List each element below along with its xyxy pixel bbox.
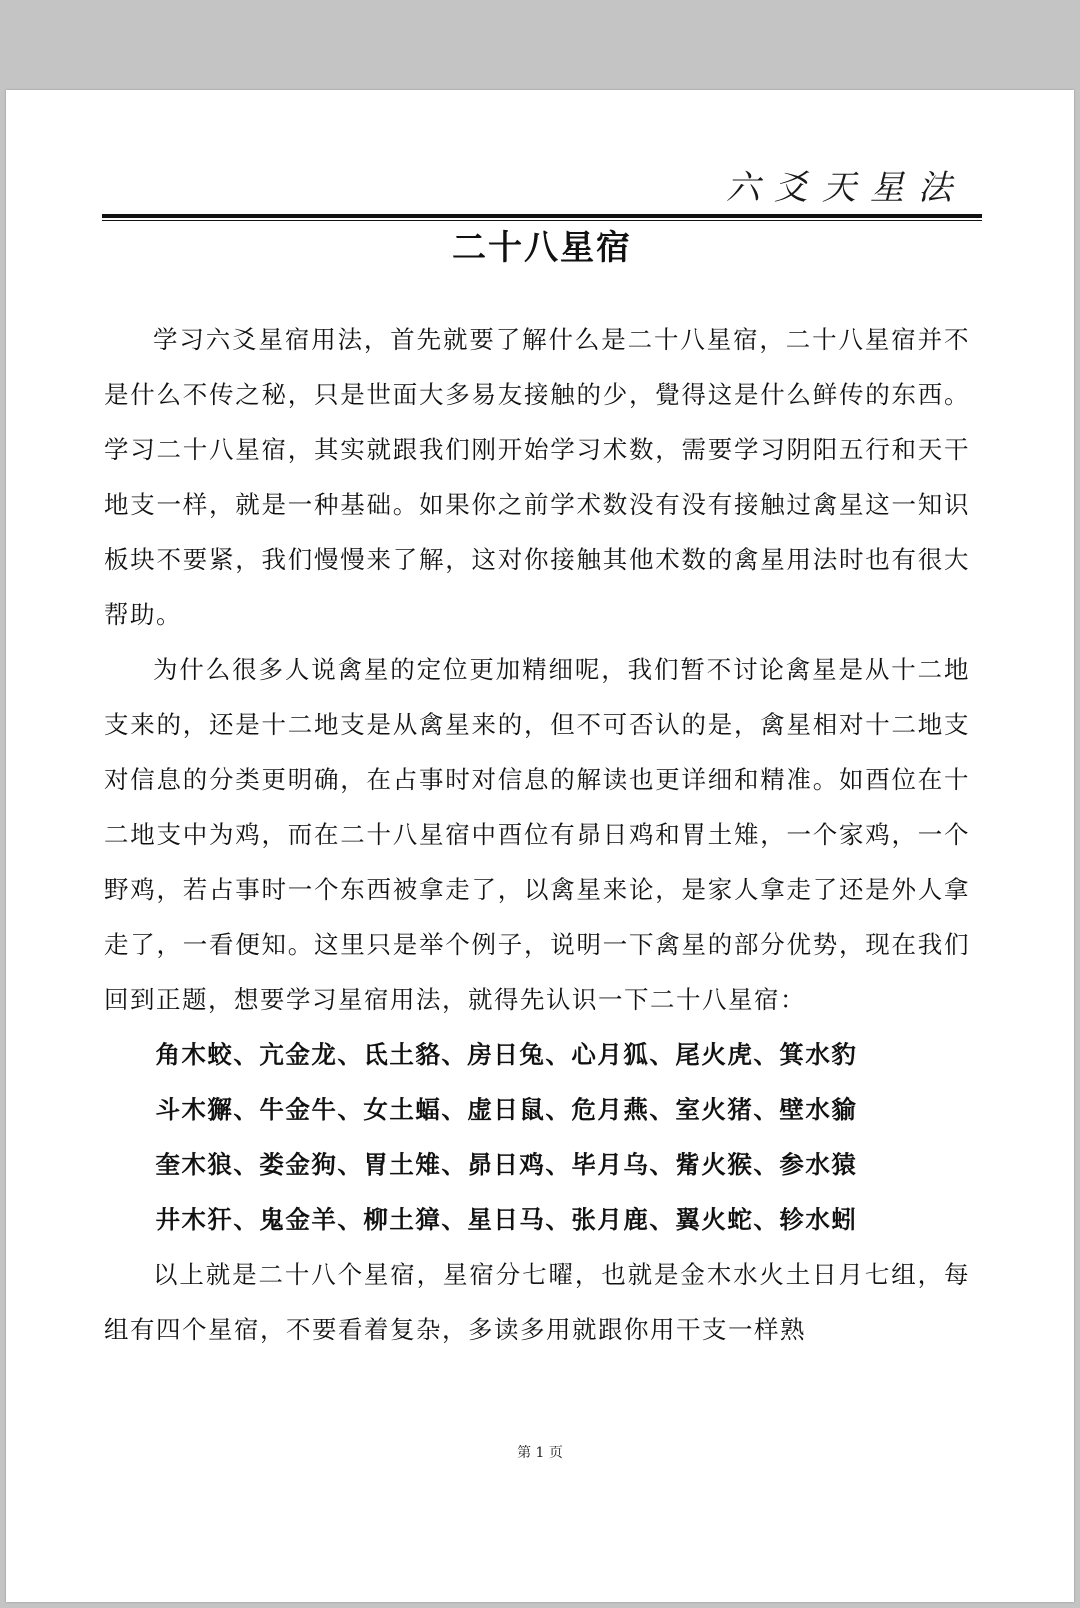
page-title: 二十八星宿 — [452, 228, 632, 268]
star-list — [104, 1027, 970, 1247]
header-logo — [726, 168, 966, 208]
document-page — [6, 90, 1074, 1602]
paragraph-1: 学习六爻星宿用法，首先就要了解什么是二十八星宿，二十八星宿并不是什么不传之秘，只是世面大多易友接触的少，覺得这是什么鲜传的东西。学习二十八星宿，其实就跟我们刚开始学习术数，需要学习阴阳五行和天干地支一样，就是一种基础。如果你之前学术数没有没有接触过禽星这一知识板块不要紧，我们慢慢来了解，这对你接触其他术数的禽星用法时也有很大帮助。 — [104, 325, 970, 629]
document-body — [104, 312, 970, 1357]
header-rule-thick — [102, 214, 982, 218]
paragraph-2: 为什么很多人说禽星的定位更加精细呢，我们暂不讨论禽星是从十二地支来的，还是十二地支是从禽星来的，但不可否认的是，禽星相对十二地支对信息的分类更明确，在占事时对信息的解读也更详细和精准。如酉位在十二地支中为鸡，而在二十八星宿中酉位有昴日鸡和胃土雉，一个家鸡，一个野鸡，若占事时一个东西被拿走了，以禽星来论，是家人拿走了还是外人拿走了，一看便知。这里只是举个例子，说明一下禽星的部分优势，现在我们回到正题，想要学习星宿用法，就得先认识一下二十八星宿： — [104, 655, 970, 1014]
star-line: 角木蛟、亢金龙、氐土貉、房日兔、心月狐、尾火虎、箕水豹 — [155, 1040, 858, 1069]
header-rule-thin — [102, 220, 982, 221]
star-line: 井木犴、鬼金羊、柳土獐、星日马、张月鹿、翼火蛇、轸水蚓 — [155, 1205, 858, 1234]
header-logo-text: 六爻天星法 — [726, 168, 966, 208]
star-line: 奎木狼、娄金狗、胃土雉、昴日鸡、毕月乌、觜火猴、参水猿 — [155, 1150, 858, 1179]
star-line: 斗木獬、牛金牛、女土蝠、虚日鼠、危月燕、室火猪、壁水貐 — [155, 1095, 858, 1124]
page-number: 第 1 页 — [517, 1445, 563, 1461]
paragraph-3: 以上就是二十八个星宿，星宿分七曜，也就是金木水火土日月七组，每组有四个星宿，不要看着复杂，多读多用就跟你用干支一样熟 — [104, 1260, 970, 1344]
